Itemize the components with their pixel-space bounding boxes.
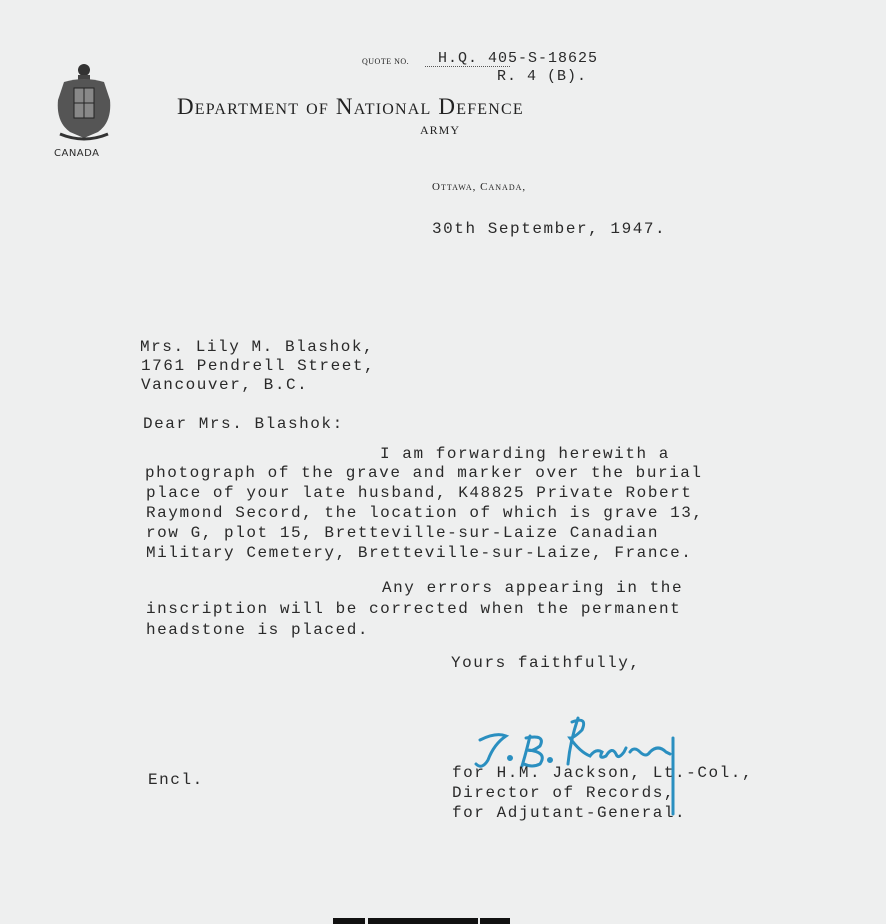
- signatory-line: Director of Records,: [452, 784, 676, 802]
- quote-prefix: QUOTE NO.: [362, 57, 410, 66]
- scan-edge-mark: [368, 918, 478, 924]
- quote-sub: R. 4 (B).: [497, 68, 588, 85]
- department-title: Department of National Defence: [177, 94, 524, 119]
- location-label: Ottawa, Canada,: [432, 181, 527, 193]
- address-line: Vancouver, B.C.: [141, 376, 309, 394]
- body-line: photograph of the grave and marker over the burial: [145, 464, 703, 482]
- quote-number: H.Q. 405-S-18625: [438, 50, 599, 67]
- crest-label: CANADA: [54, 148, 100, 159]
- scan-edge-mark: [333, 918, 365, 924]
- canada-coat-of-arms-icon: [50, 60, 118, 146]
- letter-date: 30th September, 1947.: [432, 220, 667, 238]
- address-line: 1761 Pendrell Street,: [141, 357, 376, 375]
- body-line: Military Cemetery, Bretteville-sur-Laize, France.: [146, 544, 693, 562]
- signatory-line: for Adjutant-General.: [452, 804, 687, 822]
- body-line: place of your late husband, K48825 Private Robert: [146, 484, 693, 502]
- body-line: headstone is placed.: [146, 621, 370, 639]
- address-line: Mrs. Lily M. Blashok,: [140, 338, 375, 356]
- signatory-line: for H.M. Jackson, Lt.-Col.,: [452, 764, 754, 782]
- salutation: Dear Mrs. Blashok:: [143, 415, 344, 433]
- branch-label: ARMY: [420, 123, 461, 137]
- scan-edge-mark: [480, 918, 510, 924]
- body-line: Raymond Secord, the location of which is grave 13,: [146, 504, 704, 522]
- body-line: row G, plot 15, Bretteville-sur-Laize Canadian: [146, 524, 659, 542]
- body-line: Any errors appearing in the: [382, 579, 684, 597]
- closing: Yours faithfully,: [451, 654, 641, 672]
- enclosure-note: Encl.: [148, 771, 204, 789]
- body-line: I am forwarding herewith a: [380, 445, 670, 463]
- body-line: inscription will be corrected when the permanent: [146, 600, 682, 618]
- quote-underline: [425, 66, 510, 67]
